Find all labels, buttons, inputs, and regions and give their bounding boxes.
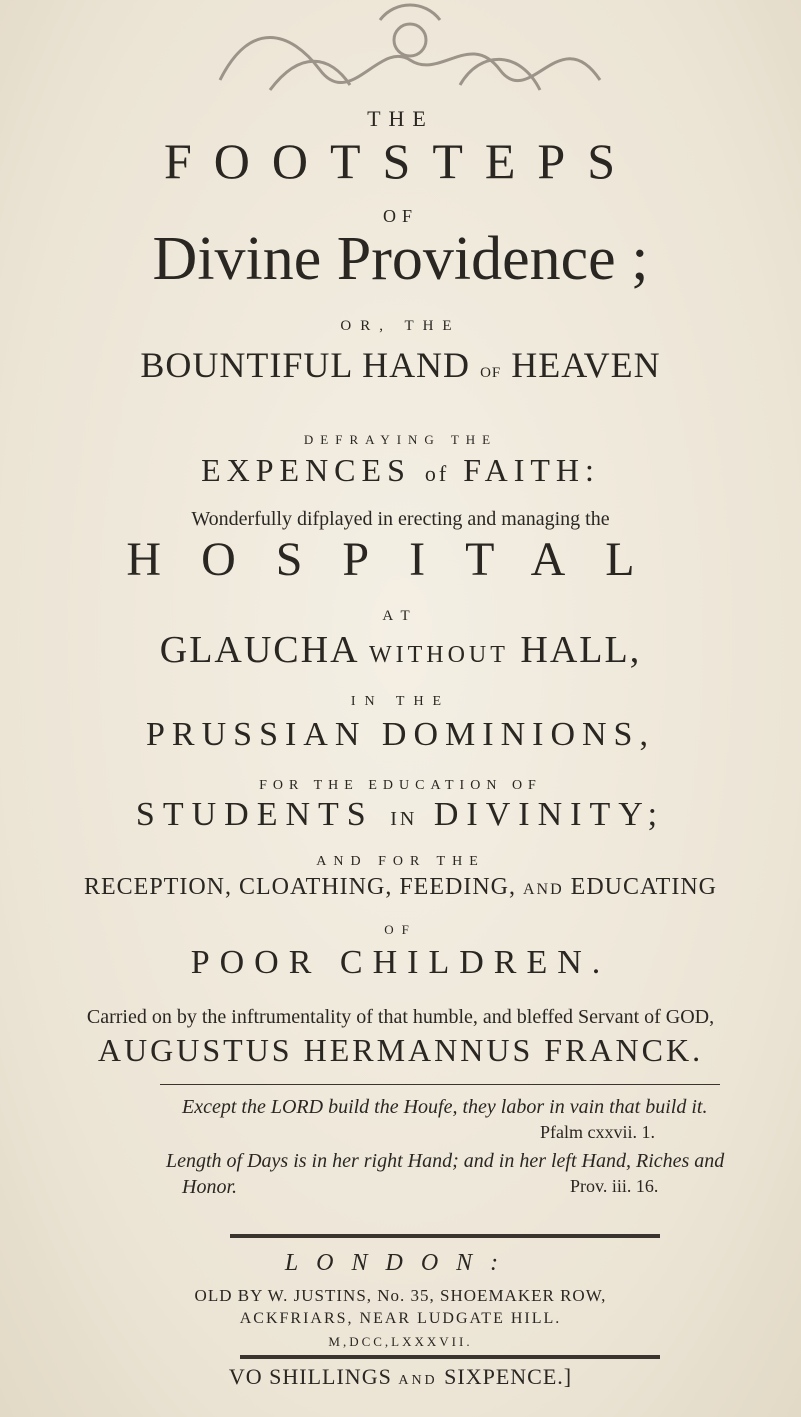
title-and-for-the: AND FOR THE: [316, 854, 485, 869]
title-glaucha: [0, 628, 801, 672]
title-hospital: HOSPITAL: [126, 533, 675, 586]
epigraph-1-text: Except the LORD build the Houfe, they labor in vain that build it.: [182, 1096, 708, 1118]
title-reception: [0, 874, 801, 901]
hall-word: HALL,: [520, 629, 642, 671]
expences-word: EXPENCES: [201, 452, 411, 488]
title-of-2: OF: [384, 922, 417, 937]
imprint-london: LONDON:: [284, 1250, 517, 1276]
title-footsteps: FOOTSTEPS: [163, 133, 638, 189]
title-students-divinity: [0, 796, 801, 834]
imprint-price: [0, 1364, 801, 1390]
divider-rule: [160, 1084, 720, 1085]
author-name: AUGUSTUS HERMANNUS FRANCK.: [97, 1032, 704, 1068]
title-for-education: FOR THE EDUCATION OF: [259, 778, 542, 793]
students-word: STUDENTS: [135, 796, 374, 833]
title-defraying: DEFRAYING THE: [303, 432, 498, 447]
title-divine-providence: Divine Providence ;: [152, 225, 649, 293]
title-expences-of-faith: [0, 452, 801, 489]
imprint-address: ACKFRIARS, NEAR LUDGATE HILL.: [239, 1310, 562, 1327]
glaucha-word: GLAUCHA: [159, 629, 358, 671]
title-or-the: OR, THE: [340, 318, 461, 334]
epigraph-2-text-cont: Honor.: [182, 1176, 238, 1198]
epigraph-1-ref: Pfalm cxxvii. 1.: [540, 1122, 655, 1142]
reception-part-a: RECEPTION, CLOATHING, FEEDING,: [84, 874, 516, 900]
title-of: OF: [382, 206, 418, 226]
divider-rule-thick: [230, 1234, 660, 1238]
epigraph-2-text: Length of Days is in her right Hand; and in her left Hand, Riches and: [166, 1150, 725, 1172]
epigraph-2-ref: Prov. iii. 16.: [570, 1176, 659, 1196]
students-in: IN: [390, 808, 418, 830]
price-part-b: SIXPENCE.]: [444, 1364, 573, 1389]
divider-rule-thick-2: [240, 1355, 660, 1359]
expences-of: of: [424, 461, 450, 486]
without-word: WITHOUT: [368, 642, 509, 668]
imprint-sold-by: OLD BY W. JUSTINS, No. 35, SHOEMAKER ROW,: [194, 1286, 607, 1305]
reception-part-b: EDUCATING: [570, 874, 717, 900]
title-the: THE: [367, 106, 434, 131]
price-part-a: VO SHILLINGS: [228, 1364, 392, 1389]
title-prussian-dominions: PRUSSIAN DOMINIONS,: [146, 716, 655, 753]
bountiful-part-a: BOUNTIFUL HAND: [140, 345, 471, 385]
title-carried-on: Carried on by the inftrumentality of that humble, and bleffed Servant of GOD,: [86, 1006, 715, 1028]
faith-word: FAITH:: [463, 452, 600, 488]
title-poor-children: POOR CHILDREN.: [190, 944, 611, 981]
price-and: AND: [398, 1373, 438, 1388]
reception-and: AND: [522, 881, 564, 898]
title-in-the: IN THE: [350, 694, 451, 709]
bountiful-part-b: HEAVEN: [511, 345, 661, 385]
ornament-icon: [210, 0, 610, 110]
imprint-date: M,DCC,LXXXVII.: [328, 1334, 473, 1349]
bountiful-of: of: [480, 357, 502, 382]
title-bountiful-hand: [0, 344, 801, 386]
divinity-word: DIVINITY;: [433, 796, 666, 833]
title-at: AT: [382, 608, 419, 624]
title-wonderfully: Wonderfully difplayed in erecting and managing the: [191, 508, 610, 530]
